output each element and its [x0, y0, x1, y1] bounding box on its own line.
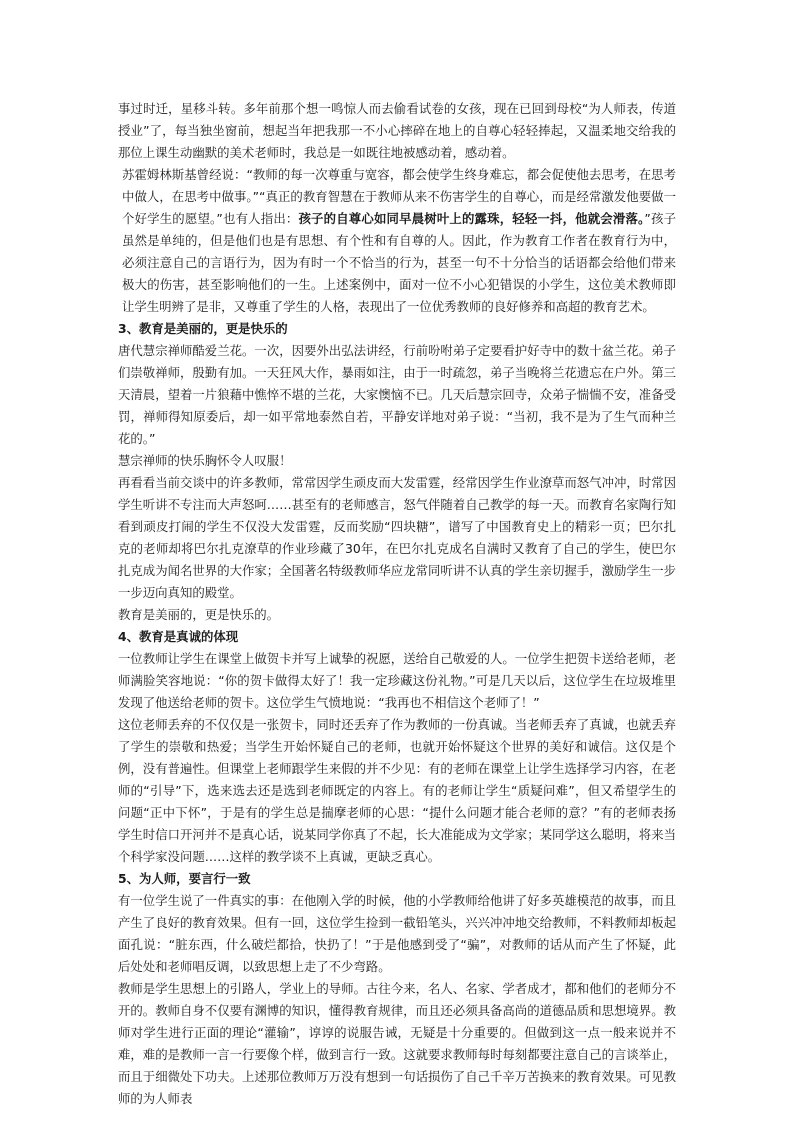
quote-bold-text: 孩子的自尊心如同早晨树叶上的露珠，轻轻一抖，他就会滑落。 — [298, 211, 645, 226]
paragraph-teachers: 再看看当前交谈中的许多教师，常常因学生顽皮而大发雷霆，经常因学生作业潦草而怒气冲冲，时常因学生听讲不专注而大声怒呵……甚至有的老师感言，怒气伴随着自己教学的每一天。而教育名家陶行知看到顽皮打闹的学生不仅没大发雷霆，反而奖励“四块糖”，谱写了中国教育史上的精彩一页；巴尔扎克的老师却将巴尔扎克潦草的作业珍藏了30年，在巴尔扎克成名自满时又教育了自己的学生，使巴尔扎克成为闻名世界的大作家；全国著名特级教师华应龙常同听讲不认真的学生亲切握手，激励学生一步一步迈向真知的殿堂。 — [118, 475, 676, 600]
paragraph-summary: 教育是美丽的，更是快乐的。 — [118, 607, 280, 622]
paragraph-admire: 慧宗禅师的快乐胸怀令人叹服！ — [118, 453, 292, 468]
quote-continuation: ”孩子虽然是单纯的，但是他们也是有思想、有个性和有自尊的人。因此，作为教育工作者在教育行为中，必须注意自己的言语行为，因为有时一个不恰当的行为，甚至一句不十分恰当的话语都会给他们带来极大的伤害，甚至影响他们的一生。上述案例中，面对一位不小心犯错误的小学生，这位美术教师即让学生明辨了是非，又尊重了学生的人格，表现出了一位优秀教师的良好修养和高超的教育艺术。 — [122, 211, 676, 314]
paragraph-pencil: 有一位学生说了一件真实的事：在他刚入学的时候，他的小学教师给他讲了好多英雄模范的故事，而且产生了良好的教育效果。但有一回，这位学生捡到一截铅笔头，兴兴冲冲地交给教师，不料教师却板起面孔说：“脏东西，什么破烂都拾，快扔了！”于是他感到受了“骗”，对教师的话从而产生了怀疑，此后处处和老师唱反调，以致思想上走了不少弯路。 — [118, 893, 676, 974]
paragraph-sincerity: 这位老师丢弃的不仅仅是一张贺卡，同时还丢弃了作为教师的一份真诚。当老师丢弃了真诚，也就丢弃了学生的崇敬和热爱；当学生开始怀疑自己的老师，也就开始怀疑这个世界的美好和诚信。这仅是个例，没有普遍性。但课堂上老师跟学生来假的并不少见：有的老师在课堂上让学生选择学习内容，在老师的“引导”下，选来选去还是选到老师既定的内容上。有的老师让学生“质疑问难”，但又希望学生的问题“正中下怀”，于是有的学生总是揣摩老师的心思：“提什么问题才能合老师的意？”有的老师表扬学生时信口开河并不是真心话，说某同学你真了不起，长大准能成为文学家；某同学这么聪明，将来当个科学家没问题……这样的教学谈不上真诚，更缺乏真心。 — [118, 717, 676, 864]
paragraph-guide: 教师是学生思想上的引路人，学业上的导师。古往今来，名人、名家、学者成才，都和他们的老师分不开的。教师自身不仅要有渊博的知识，懂得教育规律，而且还必须具备高尚的道德品质和思想境界。教师对学生进行正面的理论“灌输”，谆谆的说服告诫，无疑是十分重要的。但做到这一点一般来说并不难，难的是教师一言一行要像个样，做到言行一致。这就要求教师每时每刻都要注意自己的言谈举止，而且于细微处下功夫。上述那位教师万万没有想到一句话损伤了自己千辛万苦换来的教育效果。可见教师的为人师表 — [118, 981, 676, 1106]
quote-text: 苏霍姆林斯基曾经说：“教师的每一次尊重与宽容，都会使学生终身难忘，都会促使他去思考，在思考中做人，在思考中做事。”“真正的教育智慧在于教师从来不伤害学生的自尊心，而是经常激发他要做一个好学生的愿望。”也有人指出： — [122, 167, 676, 226]
section-heading-3: 3、教育是美丽的，更是快乐的 — [118, 321, 288, 336]
paragraph-intro: 事过时迁，星移斗转。多年前那个想一鸣惊人而去偷看试卷的女孩，现在已回到母校“为人师表，传道授业”了，每当独坐窗前，想起当年把我那一不小心摔碎在地上的自尊心轻轻捧起，又温柔地交给我的那位上课生动幽默的美术老师时，我总是一如既往地被感动着，感动着。 — [118, 101, 676, 160]
paragraph-card: 一位教师让学生在课堂上做贺卡并写上诚挚的祝愿，送给自己敬爱的人。一位学生把贺卡送给老师，老师满脸笑容地说：“你的贺卡做得太好了！我一定珍藏这份礼物。”可是几天以后，这位学生在垃圾堆里发现了他送给老师的贺卡。这位学生气愤地说：“我再也不相信这个老师了！” — [118, 651, 676, 710]
section-heading-5: 5、为人师，要言行一致 — [118, 871, 251, 886]
paragraph-story: 唐代慧宗禅师酷爱兰花。一次，因要外出弘法讲经，行前吩咐弟子定要看护好寺中的数十盆兰花。弟子们崇敬禅师，殷勤有加。一天狂风大作，暴雨如注，由于一时疏忽，弟子当晚将兰花遗忘在户外。第三天清晨，望着一片狼藉中憔悴不堪的兰花，大家懊恼不已。几天后慧宗回寺，众弟子惴惴不安，准备受罚，禅师得知原委后，却一如平常地泰然自若，平静安详地对弟子说：“当初，我不是为了生气而种兰花的。” — [118, 343, 676, 446]
section-heading-4: 4、教育是真诚的体现 — [118, 629, 239, 644]
paragraph-quote — [118, 164, 676, 318]
